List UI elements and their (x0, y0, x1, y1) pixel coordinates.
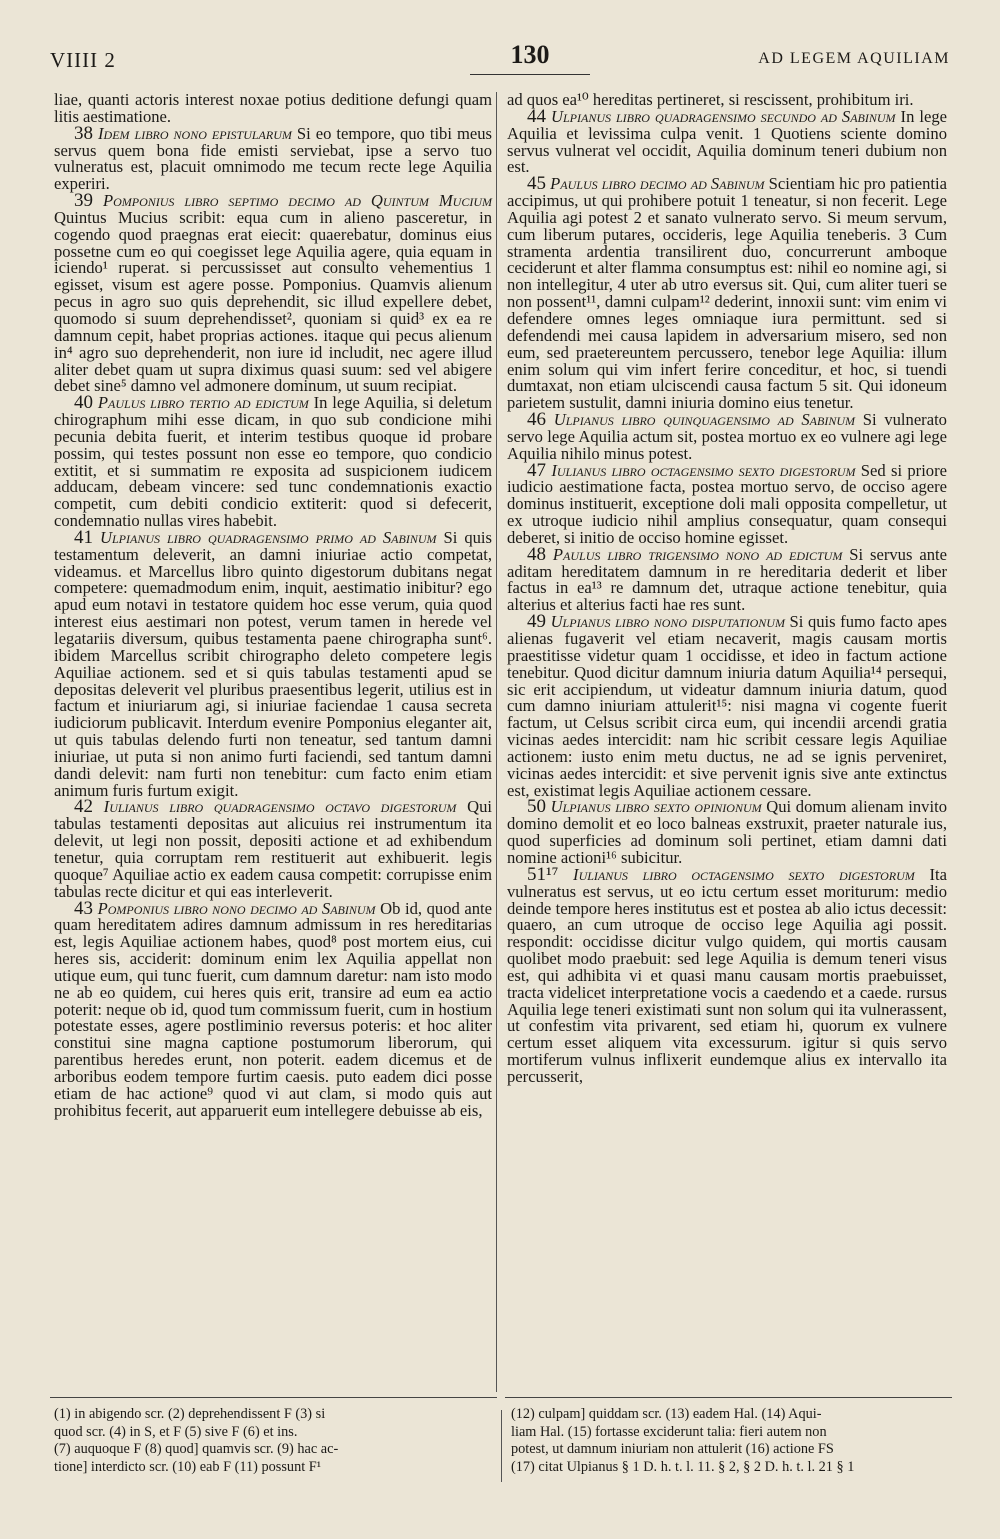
fragment-number: 44 (527, 105, 546, 127)
fragment-text: Quintus Mucius scribit: equa cum in alieno pasceretur, in cogendo quod praegnas erat eiecit: quaerebatur, dominus eius possetne cum eo qui coegisset lege Aquilia agere, quia equam in iciendo¹ ruperat. si percussisset aut consulto vehementius 1 egisset, visum est agere posse. Pomponius. Quamvis alienum pecus in agro suo quis deprehendit, sic illud expellere debet, quomodo si suum deprehendisset², quoniam si quid³ ex ea re damnum cepit, habet proprias actiones. itaque qui pecus alienum in⁴ agro suo deprehenderit, non iure id includit, nec agere illud aliter debet quam ut supra diximus quasi suum: sed vel abigere debet sine⁵ damno vel admonere dominum, ut suum recipiat. (54, 207, 492, 396)
footnote-line: (1) in abigendo scr. (2) deprehendissent F (3) si (54, 1406, 326, 1422)
fragment-inscription: Ulpianus libro quadragensimo secundo ad Sabinum (551, 106, 896, 126)
fragment-number: 47 (527, 459, 546, 481)
title-section-heading: AD LEGEM AQUILIAM (758, 50, 950, 67)
fragment-49 (507, 611, 947, 800)
fragment-47 (507, 459, 947, 547)
fragment-number: 41 (74, 526, 93, 548)
fragment-40 (54, 392, 492, 531)
book-title-reference: VIIII 2 (50, 48, 116, 72)
page-number: 130 (510, 40, 550, 69)
fragment-41 (54, 526, 493, 800)
fragment-number: 43 (74, 897, 93, 919)
fragment-number: 39 (74, 190, 93, 212)
fragment-46 (507, 409, 947, 463)
header-rule (470, 74, 590, 75)
fragment-inscription: Ulpianus libro quinquagensimo ad Sabinum (553, 410, 855, 430)
fragment-text: Scientiam hic pro patientia accipimus, ut qui prohibere potuit 1 teneatur, si non fecerit. Lege Aquilia agi potest 2 et sanato vulnerato servo. Si meum servum, cum liberum putares, occideris, lege Aquilia teneberis. 3 Cum stramenta ardentia transilirent duo, concurrerunt amboque ceciderunt et alter flamma consumptus est: nihil eo nomine agi, si non intellegitur, 4 uter ab utro eversus sit. Qui, cum aliter tueri se non possent¹¹, damni culpam¹² dederint, innoxii sunt: vim enim vi defendere omnes leges omniaque iura permittunt. sed si defendendi mei causa lapidem in adversarium misero, sed non eum, sed praetereuntem percussero, tenebor lege Aquilia: illum enim solum qui vim infert ferire conceditur, et hoc, si tuendi dumtaxat, non etiam ulciscendi causa factum 5 sit. Qui idoneum parietem sustulit, damni iniuria domino eius tenetur. (507, 174, 947, 413)
fragment-text: Si quis fumo facto apes alienas fugaverit vel etiam necaverit, magis causam mortis praestitisse videtur quam 1 occidisse, et ideo in factum actione tenebitur. Quod dicitur damnum iniuria datum Aquilia¹⁴ persequi, sic erit accipiendum, ut videatur damnum iniuria datum, quod cum damno iniuriam attulerit¹⁵: nisi magna vi cogente fuerit factum, ut Celsus scribit circa eum, qui incendii arcendi gratia vicinas aedes intercidit: nam hic scribit cessare legis Aquiliae actionem: iusto enim metu ductus, ne ad se ignis perveniret, vicinas aedes intercidit: et sive pervenit ignis sive ante extinctus est, existimat legis Aquiliae actionem cessare. (507, 612, 947, 800)
right-text-column (507, 92, 947, 1086)
footnotes-right (511, 1406, 951, 1476)
running-header (50, 38, 950, 78)
fragment-45 (507, 173, 947, 413)
fragment-number: 46 (527, 409, 546, 431)
fragment-51 (507, 863, 947, 1086)
column-divider (496, 92, 497, 1392)
fragment-number: 48 (527, 543, 546, 565)
fragment-number: 49 (527, 611, 546, 633)
footnote-line: (12) culpam] quiddam scr. (13) eadem Hal. (14) Aqui- (511, 1406, 822, 1422)
fragment-number: 40 (74, 392, 93, 414)
fragment-inscription: Pomponius libro nono decimo ad Sabinum (97, 898, 376, 918)
footnote-line: (17) citat Ulpianus § 1 D. h. t. l. 11. § 2, § 2 D. h. t. l. 21 § 1 (511, 1458, 855, 1475)
fragment-number: 50 (527, 796, 546, 818)
fragment-inscription: Iulianus libro octagensimo sexto digestorum (573, 864, 915, 884)
left-text-column (54, 92, 492, 1119)
footnote-line: quod scr. (4) in S, et F (5) sive F (6) et ins. (54, 1423, 298, 1440)
fragment-39 (54, 190, 492, 396)
fragment-inscription: Iulianus libro quadragensimo octavo digestorum (103, 797, 457, 817)
fragment-number: 45 (527, 173, 546, 195)
fragment-inscription: Paulus libro tertio ad edictum (97, 393, 309, 413)
fragment-inscription: Ulpianus libro quadragensimo primo ad Sabinum (100, 527, 437, 547)
fragment-44 (507, 105, 947, 177)
fragment-text: In lege Aquilia et levissima culpa venit. 1 Quotiens sciente domino servus vulnerat vel occidit, Aquilia dominum teneri dubium non est. (507, 106, 947, 177)
footnote-line: (7) auquoque F (8) quod] quamvis scr. (9) hac ac- (54, 1441, 339, 1457)
fragment-38 (54, 122, 492, 194)
fragment-text: Si vulnerato servo lege Aquilia actum sit, postea mortuo ex eo vulnere agi lege Aquilia nihilo minus potest. (507, 410, 947, 463)
fragment-42 (54, 796, 492, 901)
footnote-line: liam Hal. (15) fortasse exciderunt talia: fieri autem non (511, 1423, 827, 1440)
fragment-text: Si quis testamentum deleverit, an damni iniuriae actio competat, videamus. et Marcellus libro quinto digestorum dubitans negat competere: quemadmodum enim, inquit, aestimatio inibitur? ego apud eum notavi in testatore quidem hoc esse verum, quia quod interest eius aestimari non potest, verum tamen in herede vel legatariis diversum, quibus testamenta paene chirographa sunt⁶. ibidem Marcellus scribit chirographo deleto competere legis Aquiliae actionem. sed et si quis tabulas testamenti apud se depositas deleverit vel pluribus praesentibus legerit, utilius est in factum et iniuriarum agi, si iniuriae faciendae 1 causa secreta iudiciorum publicavit. Interdum evenire Pomponius eleganter ait, ut quis tabulas delendo furti non teneatur, sed tantum damni iniuriae, ut puta si non animo furti faciendi, sed tantum damni dandi delevit: nam furti non tenebitur: cum facto enim etiam animum furis furtum exigit. (54, 527, 493, 800)
footnote-rule-right (505, 1397, 952, 1398)
footnote-divider (501, 1410, 502, 1482)
fragment-number: 38 (74, 122, 93, 144)
fragment-number: 42 (74, 796, 93, 818)
fragment-inscription: Paulus libro decimo ad Sabinum (550, 174, 765, 194)
fragment-text: Si servus ante aditam hereditatem damnum in re hereditaria dederit et liber factus in ea¹³ re damnum det, utraque actione tenebitur, quia alterius et alterius facti hae res sunt. (507, 544, 947, 615)
footnotes-left (54, 1406, 492, 1476)
fragment-text: Si eo tempore, quo tibi meus servus quem bona fide emisti serviebat, ipse a servo tuo vulneratus est, placuit omnimodo me tecum recte lege Aquilia experiri. (54, 123, 492, 194)
footnote-line: potest, ut damnum iniuriam non attulerit (16) actione FS (511, 1441, 834, 1457)
fragment-text: Qui tabulas testamenti depositas aut alicuius rei instrumentum ita delevit, ut legi non possit, depositi actione et ad exhibendum tenetur, quia corruptam rem restituerit aut exhibuerit. legis quoque⁷ Aquiliae actio ex eadem causa competit: corrupisse enim tabulas recte dicitur et qui eas interleverit. (54, 797, 492, 901)
paragraph-continuation: ad quos ea¹⁰ hereditas pertineret, si rescissent, prohibitum iri. (507, 90, 914, 109)
fragment-inscription: Iulianus libro octagensimo sexto digestorum (551, 460, 856, 480)
fragment-text: In lege Aquilia, si deletum chirographum mihi esse dicam, in quo sub condicione mihi pecunia debita fuerit, et interim testibus quoque id probare possim, qui testes possunt non esse eo tempore, quo condicio extitit, et si summatim re exposita ad suspicionem iudicem adducam, debeam vincere: sed tunc condemnationis exactio competit, cum debiti condicio extiterit: quod si defecerit, condemnatio nullas vires habebit. (54, 393, 492, 531)
fragment-text: Ita vulneratus est servus, ut eo ictu certum esset moriturum: medio deinde tempore heres institutus est et postea ab alio ictus decessit: quaero, an cum utroque de occiso lege Aquilia agi possit. respondit: occidisse dicitur vulgo quidem, qui mortis causam quolibet modo praebuit: sed lege Aquilia is demum teneri visus est, qui adhibita vi et quasi manu causam mortis praebuisset, tracta videlicet interpretatione vocis a caedendo et a caede. rursus Aquilia lege teneri existimati sunt non solum qui ita vulnerassent, ut confestim vita privarent, sed etiam hi, quorum ex vulnere certum esset aliquem vita excessurum. igitur si quis servo mortiferum vulnus inflixerit eundemque alius ex intervallo ita percusserit, (507, 864, 947, 1086)
fragment-inscription: Idem libro nono epistularum (98, 123, 292, 143)
fragment-48 (507, 543, 947, 615)
fragment-inscription: Ulpianus libro nono disputationum (550, 612, 785, 632)
footnote-line: tione] interdicto scr. (10) eab F (11) possunt F¹ (54, 1458, 322, 1475)
paragraph-continuation: liae, quanti actoris interest noxae potius deditione defungi quam litis aestimatione. (54, 90, 492, 126)
fragment-text: Sed si priore iudicio aestimatione facta, postea mortuo servo, de occiso agere dominus instituerit, exceptione doli mali opposita compelletur, ut ex utroque iudicio nihil amplius consequatur, quam consequi deberet, si initio de occiso homine egisset. (507, 460, 947, 547)
fragment-43 (54, 897, 492, 1120)
fragment-50 (507, 796, 947, 867)
fragment-number: 51¹⁷ (527, 863, 559, 885)
footnote-rule-left (50, 1397, 497, 1398)
fragment-inscription: Ulpianus libro sexto opinionum (550, 797, 762, 817)
fragment-text: Ob id, quod ante quam hereditatem adires damnum admissum in res hereditarias est, legis Aquiliae actionem habes, quod⁸ post mortem eius, cui heres sis, acciderit: dominum enim lex Aquilia appellat non utique eum, qui tunc fuerit, cum damnum daretur: nam isto modo ne ab eo quidem, cui heres quis erit, transire ad eum ea actio poterit: neque ob id, quod tum commissum fuerit, cum in hostium potestate esses, agere postliminio reversus poteris: et hoc aliter constitui sine magna captione postumorum liberorum, qui parentibus heredes erunt, non poterit. eadem dicemus et de arboribus eodem tempore furtim caesis. puto eadem dici posse etiam de hac actione⁹ quod vi aut clam, si modo quis aut prohibitus fecerit, aut apparuerit eum intellegere debuisse ab eis, (54, 898, 492, 1120)
fragment-inscription: Paulus libro trigensimo nono ad edictum (552, 544, 843, 564)
fragment-text: Qui domum alienam invito domino demolit et eo loco balneas exstruxit, praeter naturale ius, quod superficies ad dominum soli pertinet, etiam damni dati nomine actioni¹⁶ subicitur. (507, 797, 947, 867)
fragment-inscription: Pomponius libro septimo decimo ad Quintum Mucium (102, 191, 492, 211)
